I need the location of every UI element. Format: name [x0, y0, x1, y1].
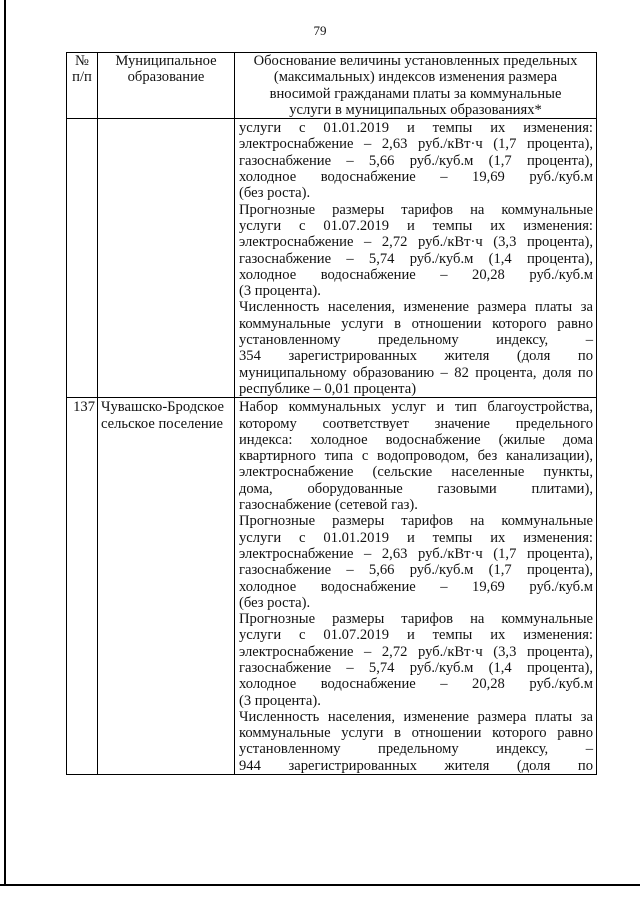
rationale-line: электроснабжение – 2,72 руб./кВт·ч (3,3 процента), [239, 643, 593, 660]
page-number: 79 [313, 23, 327, 38]
rationale-line: коммунальные услуги в отношении которого равно [239, 725, 593, 742]
header-rationale-line: (максимальных) индексов изменения размера [273, 69, 558, 86]
rationale-line: которому соответствует значение предельного [239, 415, 593, 432]
rationale-line: газоснабжение – 5,66 руб./куб.м (1,7 процента), [239, 152, 593, 169]
rationale-line: услуги с 01.01.2019 и темпы их изменения: [239, 120, 593, 137]
rationale-line: коммунальные услуги в отношении которого равно [239, 315, 593, 332]
rationale-line: услуги с 01.07.2019 и темпы их изменения: [239, 217, 593, 234]
row-number [67, 119, 98, 398]
rationale-line: Набор коммунальных услуг и тип благоустройства, [239, 399, 593, 416]
rationale-line: установленному предельному индексу, – [239, 741, 593, 758]
header-num [67, 53, 98, 119]
rationale-line: электроснабжение – 2,63 руб./кВт·ч (1,7 процента), [239, 545, 593, 562]
rationale-line: Прогнозные размеры тарифов на коммунальные [239, 611, 593, 628]
header-municipality-line: образование [127, 69, 205, 86]
scan-bottom-edge [0, 884, 640, 886]
scan-left-edge [4, 0, 6, 886]
rationale-line: электроснабжение – 2,72 руб./кВт·ч (3,3 процента), [239, 234, 593, 251]
rationale-line: республике – 0,01 процента) [239, 380, 417, 397]
rationale-line: холодное водоснабжение – 19,69 руб./куб.м [239, 169, 593, 186]
header-rationale-line: Обоснование величины установленных предельных [253, 53, 578, 69]
rationale-line: газоснабжение – 5,74 руб./куб.м (1,4 процента), [239, 659, 593, 676]
rationale-line: дома, оборудованные газовыми плитами), [239, 480, 593, 497]
rationale-line: услуги с 01.01.2019 и темпы их изменения: [239, 529, 593, 546]
rationale-line: муниципальному образованию – 82 процента, доля по [239, 364, 593, 381]
table-row [67, 398, 597, 775]
rationale-line: (3 процента). [239, 283, 321, 300]
row-number: 137 [67, 398, 98, 775]
rationale-line: (3 процента). [239, 692, 321, 709]
table-header-row [67, 53, 597, 119]
rationale-line: установленному предельному индексу, – [239, 332, 593, 349]
rationale-line: услуги с 01.07.2019 и темпы их изменения: [239, 627, 593, 644]
municipality-name [98, 119, 235, 398]
rationale-line: Прогнозные размеры тарифов на коммунальные [239, 201, 593, 218]
header-rationale-line: услуги в муниципальных образованиях* [289, 101, 542, 118]
rationale-line: Прогнозные размеры тарифов на коммунальные [239, 513, 593, 530]
municipality-line: Чувашско-Бродское [101, 399, 224, 416]
rationale-text [235, 398, 597, 775]
table-row [67, 119, 597, 398]
rationale-line: газоснабжение – 5,66 руб./куб.м (1,7 процента), [239, 562, 593, 579]
rationale-line: холодное водоснабжение – 19,69 руб./куб.м [239, 578, 593, 595]
rationale-text [235, 119, 597, 398]
rationale-line: 944 зарегистрированных жителя (доля по [239, 757, 593, 774]
rationale-line: 354 зарегистрированных жителя (доля по [239, 348, 593, 365]
rationale-line: электроснабжение (сельские населенные пункты, [239, 464, 593, 481]
rationale-line: холодное водоснабжение – 20,28 руб./куб.м [239, 676, 593, 693]
rationale-line: газоснабжение (сетевой газ). [239, 497, 418, 514]
tariff-table [66, 52, 597, 775]
rationale-line: электроснабжение – 2,63 руб./кВт·ч (1,7 процента), [239, 136, 593, 153]
municipality-name [98, 398, 235, 775]
municipality-line: сельское поселение [101, 415, 223, 432]
header-rationale [235, 53, 597, 119]
header-rationale-line: вносимой гражданами платы за коммунальные [269, 85, 562, 102]
header-municipality-line: Муниципальное [115, 53, 217, 69]
header-num-line: п/п [72, 69, 92, 86]
header-num-line: № [75, 53, 89, 69]
rationale-line: Численность населения, изменение размера платы за [239, 299, 593, 316]
rationale-line: (без роста). [239, 185, 311, 202]
rationale-line: холодное водоснабжение – 20,28 руб./куб.м [239, 266, 593, 283]
rationale-line: индекса: холодное водоснабжение (жилые дома [239, 431, 593, 448]
rationale-line: (без роста). [239, 594, 311, 611]
header-municipality [98, 53, 235, 119]
rationale-line: газоснабжение – 5,74 руб./куб.м (1,4 процента), [239, 250, 593, 267]
rationale-line: Численность населения, изменение размера платы за [239, 708, 593, 725]
rationale-line: квартирного типа с водопроводом, без канализации), [239, 448, 593, 465]
